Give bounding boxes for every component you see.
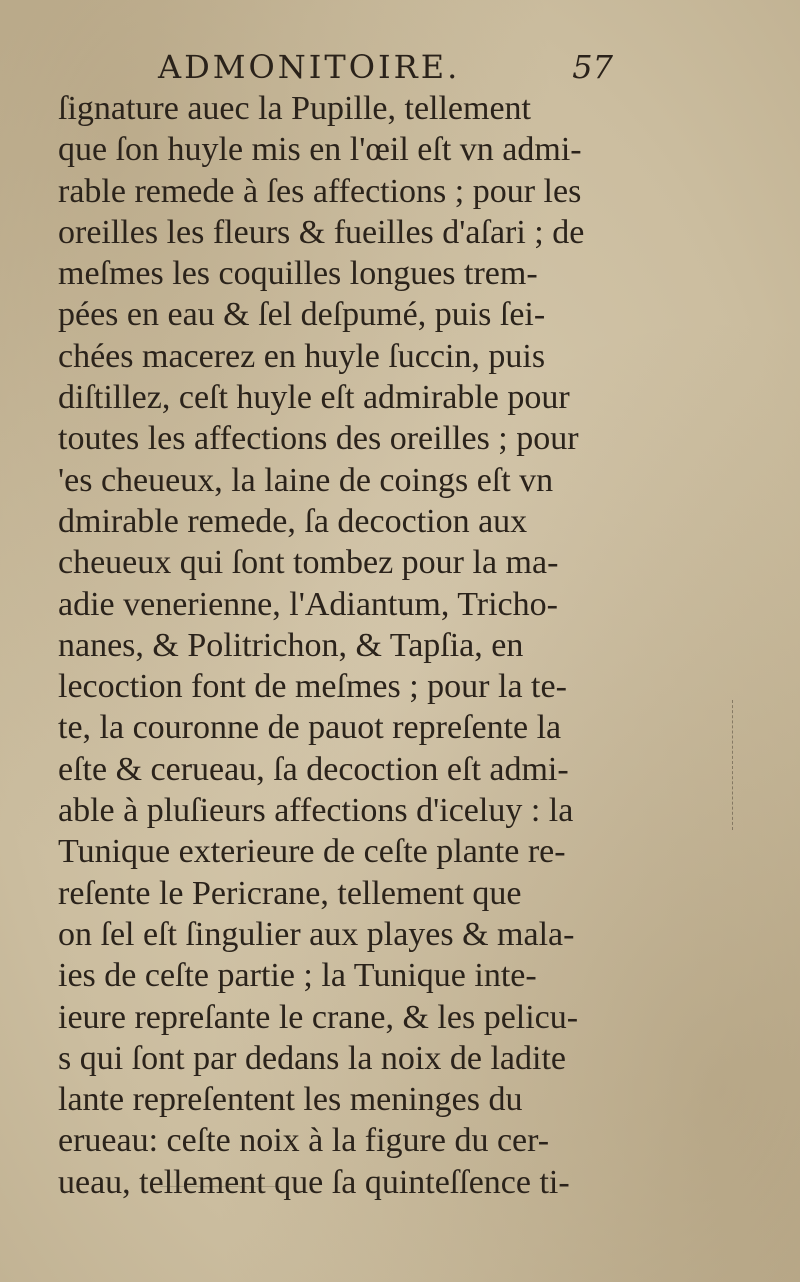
- running-head: ADMONITOIRE.: [158, 48, 461, 86]
- text-line: que ſon huyle mis en l'œil eſt vn admi-: [58, 131, 582, 169]
- body-text: [58, 88, 628, 1203]
- text-line: rable remede à ſes affections ; pour les: [58, 172, 582, 210]
- text-line: ieure repreſante le crane, & les pelicu-: [58, 998, 579, 1036]
- text-line: toutes les affections des oreilles ; pour: [58, 420, 579, 458]
- text-line: eſte & cerueau, ſa decoction eſt admi-: [58, 750, 569, 788]
- text-line: cheueux qui ſont tombez pour la ma-: [58, 544, 559, 582]
- text-line: oreilles les fleurs & fueilles d'aſari ; de: [58, 213, 585, 251]
- text-line: pées en eau & ſel deſpumé, puis ſei-: [58, 296, 546, 334]
- text-line: erueau: ceſte noix à la figure du cer-: [58, 1122, 550, 1160]
- text-line: dmirable remede, ſa decoction aux: [58, 502, 528, 540]
- text-line: on ſel eſt ſingulier aux playes & mala-: [58, 915, 575, 953]
- text-line: ſignature auec la Pupille, tellement: [58, 90, 531, 127]
- text-line: reſente le Pericrane, tellement que: [58, 874, 522, 912]
- text-line: adie venerienne, l'Adiantum, Tricho-: [58, 585, 558, 623]
- text-line: able à pluſieurs affections d'iceluy : la: [58, 792, 574, 830]
- page-header: [158, 48, 613, 92]
- text-line: 'es cheueux, la laine de coings eſt vn: [58, 461, 554, 499]
- text-line: lante repreſentent les meninges du: [58, 1081, 523, 1119]
- text-line: ies de ceſte partie ; la Tunique inte-: [58, 957, 537, 995]
- text-line: chées macerez en huyle ſuccin, puis: [58, 337, 546, 375]
- text-line: te, la couronne de pauot repreſente la: [58, 709, 562, 747]
- text-line: Tunique exterieure de ceſte plante re-: [58, 833, 566, 871]
- text-line: s qui ſont par dedans la noix de ladite: [58, 1039, 566, 1077]
- text-line: diſtillez, ceſt huyle eſt admirable pour: [58, 379, 570, 417]
- margin-bleed-mark: [732, 700, 757, 830]
- bottom-rule: [160, 1186, 280, 1187]
- text-line: ueau, tellement que ſa quinteſſence ti-: [58, 1163, 570, 1201]
- page-number: 57: [572, 48, 613, 86]
- text-line: meſmes les coquilles longues trem-: [58, 255, 538, 293]
- text-line: lecoction font de meſmes ; pour la te-: [58, 668, 567, 706]
- text-line: nanes, & Politrichon, & Tapſia, en: [58, 626, 524, 664]
